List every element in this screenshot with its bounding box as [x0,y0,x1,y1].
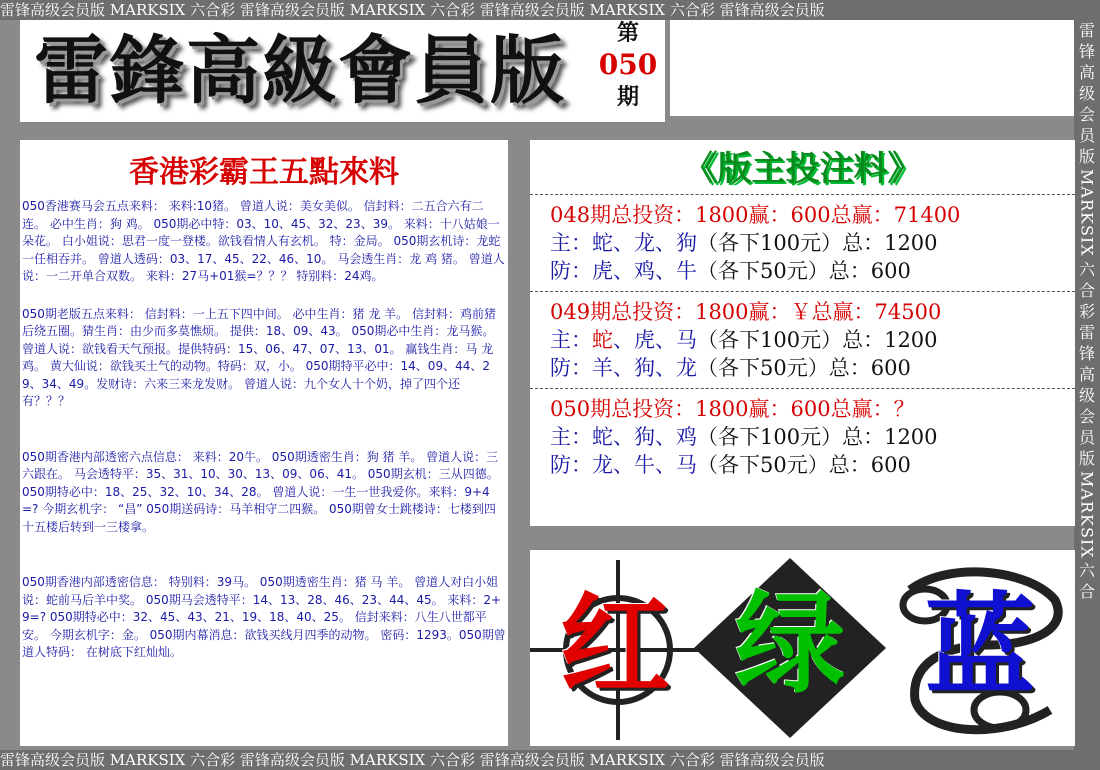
main-animal-hit: 蛇 [592,328,613,352]
defense-animals: 龙、牛、马 [592,453,697,477]
bet-block-049 [530,291,1075,388]
side-banner-item: 版 [1078,448,1095,468]
defense-animals: 虎、鸡、牛 [592,259,697,283]
main-animals: 、虎、马 [613,328,697,352]
info-paragraph-3: 050期香港内部透密六点信息： 来料：20牛。 050期透密生肖：狗 猪 羊。 曾道人说：三六跟在。 马会透特平：35、31、10、30、13、09、06、41。 050期玄机：三从四德。 050期特必中：18、25、32、10、34、28。 曾道人说：一生一世我爱你。来料：9+4=? 今期玄机字： “昌” 050期送码诗：马羊相守二四猴。 050期曾女士跳楼诗：七楼到四十五楼后转到一三楼拿。 [22,449,499,534]
side-banner-item: 级 [1078,385,1095,405]
defense-label: 防： [550,259,592,283]
main-animals: 蛇、龙、狗 [592,231,697,255]
defense-detail: （各下50元）总：600 [697,356,911,380]
bet-head: 048期总投资：1800赢：600总赢：71400 [550,203,961,227]
info-paragraph-4: 050期香港内部透密信息： 特别料：39马。 050期透密生肖：猪 马 羊。 曾道人对白小姐说：蛇前马后羊中奖。 050期马会透特平：14、13、28、46、23、44、45。 来料：2+9=? 050期特必中：32、45、43、21、19、18、40、25。 信封来料：八生八世都平安。 今期玄机字：金。 050期内幕消息：欲钱买线月四季的动物。 密码：1293。050期曾道人特码： 在树底下红灿灿。 [22,575,506,659]
side-banner-item: 六 [1078,259,1095,279]
info-paragraph-1: 050香港赛马会五点来料： 来料:10猪。 曾道人说：美女美似。 信封料：二五合六有二连。 必中生肖：狗 鸡。 050期必中特：03、10、45、32、23、39。 来料：十八姑娘一朵花。 白小姐说：思君一度一登楼。欲钱看情人有玄机。 特：金局。 050期玄机诗：龙蛇一任相吞并。 曾道人透码：03、17、45、22、46、10。 马会透生肖：龙 鸡 猪。 曾道人说：一二开单合双数。 来料：27马+01猴=？？？ 特别料：24鸡。 [22,199,505,283]
side-banner-item: 高 [1078,364,1095,384]
bet-head: 050期总投资：1800赢：600总赢：？ [550,397,915,421]
main-detail: （各下100元）总：1200 [697,425,938,449]
side-banner-item: 合 [1078,280,1095,300]
issue-number: 050 [598,48,658,81]
side-banner-item: 锋 [1078,42,1095,61]
side-banner-item: 高 [1078,63,1095,82]
side-banner-item: MARKSIX [1077,169,1097,257]
side-banner-item: 会 [1078,105,1095,124]
page-title: 雷鋒高級會員版 [34,28,566,114]
bet-main-line [550,229,1075,257]
bet-head: 049期总投资：1800赢：￥总赢：74500 [550,300,942,324]
defense-animals: 羊、狗、龙 [592,356,697,380]
bet-block-050 [530,388,1075,485]
defense-label: 防： [550,453,592,477]
betting-title: 《版主投注料》 [683,149,922,189]
side-banner-item: 雷 [1078,21,1095,40]
bet-main-line [550,423,1075,451]
issue-suffix: 期 [616,84,639,110]
main-detail: （各下100元）总：1200 [697,328,938,352]
side-banner-item: 版 [1078,147,1095,166]
side-banner-item: MARKSIX [1077,470,1097,559]
main-detail: （各下100元）总：1200 [697,231,938,255]
defense-detail: （各下50元）总：600 [697,259,911,283]
top-banner: 雷锋高级会员版 MARKSIX 六合彩 雷锋高级会员版 MARKSIX 六合彩 雷锋高级会员版 MARKSIX 六合彩 雷锋高级会员版 [0,0,1100,20]
side-banner-item: 六 [1078,561,1095,581]
bet-block-048 [530,194,1075,291]
side-banner-item: 员 [1078,126,1095,145]
side-banner [1074,20,1100,750]
main-label: 主： [550,425,592,449]
five-point-panel [20,140,508,746]
header [20,20,665,122]
side-banner-item: 雷 [1078,322,1095,342]
main-label: 主： [550,328,592,352]
issue-prefix: 第 [616,20,639,46]
bet-defense-line [550,257,1075,285]
main-animals: 蛇、狗、鸡 [592,425,697,449]
betting-panel [530,140,1075,526]
main-label: 主： [550,231,592,255]
side-banner-item: 级 [1078,84,1095,103]
bet-defense-line [550,451,1075,479]
blue-character: 蓝 [925,582,1035,710]
side-banner-item: 合 [1078,582,1095,602]
defense-detail: （各下50元）总：600 [697,453,911,477]
panel-title: 香港彩霸王五點來料 [129,155,399,190]
side-banner-item: 员 [1078,427,1095,447]
bet-defense-line [550,354,1075,382]
red-character: 红 [560,582,670,710]
bet-main-line [550,326,1075,354]
bottom-banner: 雷锋高级会员版 MARKSIX 六合彩 雷锋高级会员版 MARKSIX 六合彩 雷锋高级会员版 MARKSIX 六合彩 雷锋高级会员版 [0,750,1100,770]
issue-box [598,20,658,120]
header-blank-area [670,20,1074,116]
green-character: 绿 [735,580,845,708]
red-green-blue-logo [530,550,1075,746]
defense-label: 防： [550,356,592,380]
side-banner-item: 会 [1078,406,1095,426]
side-banner-item: 彩 [1078,301,1095,321]
side-banner-item: 锋 [1078,343,1095,363]
info-paragraph-2: 050期老版五点来料： 信封料：一上五下四中间。 必中生肖：猪 龙 羊。 信封料：鸡前猪后绕五圈。猜生肖：由少而多莫憔烦。 提供：18、09、43。 050期必中生肖：龙马猴。曾道人说：欲钱看天气预报。提供特码：15、06、47、07、13、01。 赢钱生肖：马 龙 鸡。 黄大仙说：欲钱买土气的动物。特码：双，小。 050期特平必中：14、09、44、29、34、49。发财诗：六来三来龙发财。 曾道人说：九个女人十个奶，掉了四个还有？？？ [22,306,496,408]
